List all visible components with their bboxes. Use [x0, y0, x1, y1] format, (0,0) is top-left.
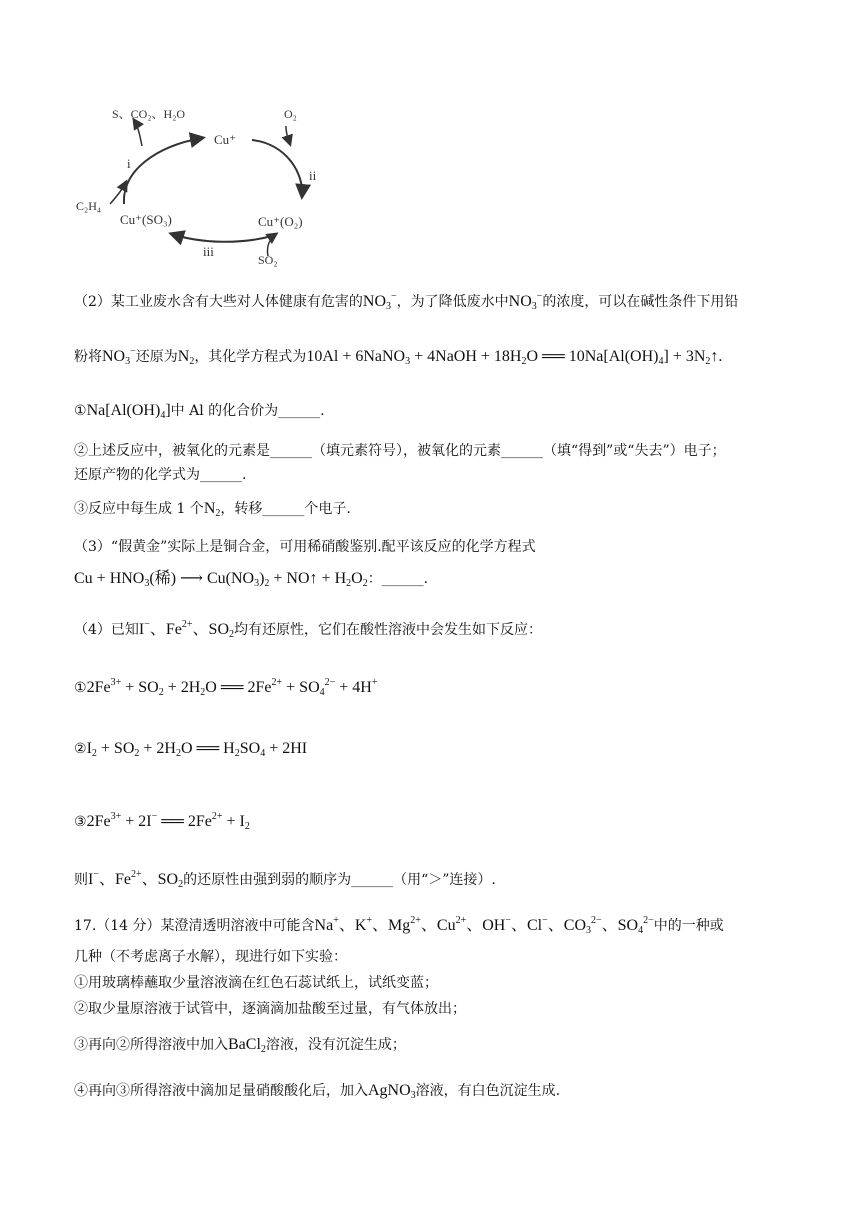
catalytic-cycle-diagram — [72, 96, 332, 268]
diagram-step-i: i — [127, 156, 131, 171]
q2-equation-line: 粉将$NO_3^-$还原为$N_2$，其化学方程式为10Al + 6NaNO$_3$ + 4NaOH + $18H_2O$ ══ $10Na[Al(OH)_4]$ + $3N_2↑$. — [74, 346, 723, 367]
diagram-o2-label: O₂ — [284, 107, 297, 121]
diagram-cu-plus-label: Cu⁺ — [214, 132, 237, 147]
products-arrow — [134, 120, 142, 146]
diagram-cu-o2-label: Cu⁺(O₂) — [258, 214, 303, 229]
q4-intro: （4）已知I−、$Fe^{2+}$、$SO_2$均有还原性，它们在酸性溶液中会发生如下反应： — [74, 619, 543, 640]
q17-line1: 17.（14 分）某澄清透明溶液中可能含Na+、K+、$Mg^{2+}$、$Cu^{2+}$、OH−、Cl−、$CO_3^{2-}$、$SO_4^{2-}$中的一种或 — [74, 915, 724, 936]
diagram-c2h4-label: C₂H₄ — [76, 199, 102, 213]
q17-line2: 几种（不考虑离子水解），现进行如下实验： — [74, 949, 347, 965]
q2-sub2-line1: ②上述反应中，被氧化的元素是______（填元素符号），被氧化的元素______（填“得到”或“失去”）电子； — [74, 443, 726, 459]
diagram-cu-so3-label: Cu⁺(SO₃) — [120, 212, 172, 227]
cycle-arc-bottom — [172, 234, 272, 242]
diagram-step-ii: ii — [309, 168, 317, 183]
q2-sub2-line2: 还原产物的化学式为______. — [74, 467, 247, 483]
cycle-arc-top-right — [252, 140, 302, 196]
q17-exp2: ②取少量原溶液于试管中，逐滴滴加盐酸至过量，有气体放出； — [74, 1001, 466, 1017]
diagram-step-iii: iii — [203, 244, 214, 259]
q2-intro: （2）某工业废水含有大些对人体健康有危害的$NO_3^-$，为了降低废水中$NO_3^-$的浓度，可以在碱性条件下用铅 — [74, 291, 739, 312]
q3-intro: （3）“假黄金”实际上是铜合金，可用稀硝酸鉴别.配平该反应的化学方程式 — [74, 539, 536, 555]
q4-reaction-3: $③2Fe^{3+} + 2I^-$ ══ $2Fe^{2+} + I_2$ — [74, 811, 250, 832]
q4-reaction-1: $①2Fe^{3+} + SO_2 + 2H_2O$ ══ $2Fe^{2+} + SO_4^{2-} + 4H^+$ — [74, 677, 378, 698]
diagram-top-left-label: S、CO₂、H₂O — [112, 107, 186, 121]
q17-exp1: ①用玻璃棒蘸取少量溶液滴在红色石蕊试纸上，试纸变蓝； — [74, 975, 438, 991]
q4-reaction-2: $②I_2 + SO_2 + 2H_2O$ ══ $H_2SO_4 + 2HI$ — [74, 740, 308, 759]
q4-conclusion: 则I−、$Fe^{2+}$、$SO_2$的还原性由强到弱的顺序为______（用“＞”连接）. — [74, 869, 496, 890]
o2-arrow — [286, 126, 290, 144]
q2-sub1: $①Na[Al(OH)_4]$中 Al 的化合价为______. — [74, 402, 325, 421]
q3-equation: $Cu + HNO_3$(稀) ⟶ $Cu(NO_3)_2$ + NO↑ + $H_2O_2$：______. — [74, 570, 429, 589]
q17-exp4: ④再向③所得溶液中滴加足量硝酸酸化后，加入AgNO$_3$溶液，有白色沉淀生成. — [74, 1082, 561, 1101]
q2-sub3: ③反应中每生成 1 个$N_2$，转移______个电子. — [74, 500, 351, 519]
diagram-so2-label: SO₂ — [258, 253, 278, 267]
cycle-arc-left — [124, 138, 202, 204]
q17-exp3: ③再向②所得溶液中加入BaCl$_2$溶液，没有沉淀生成； — [74, 1036, 406, 1055]
